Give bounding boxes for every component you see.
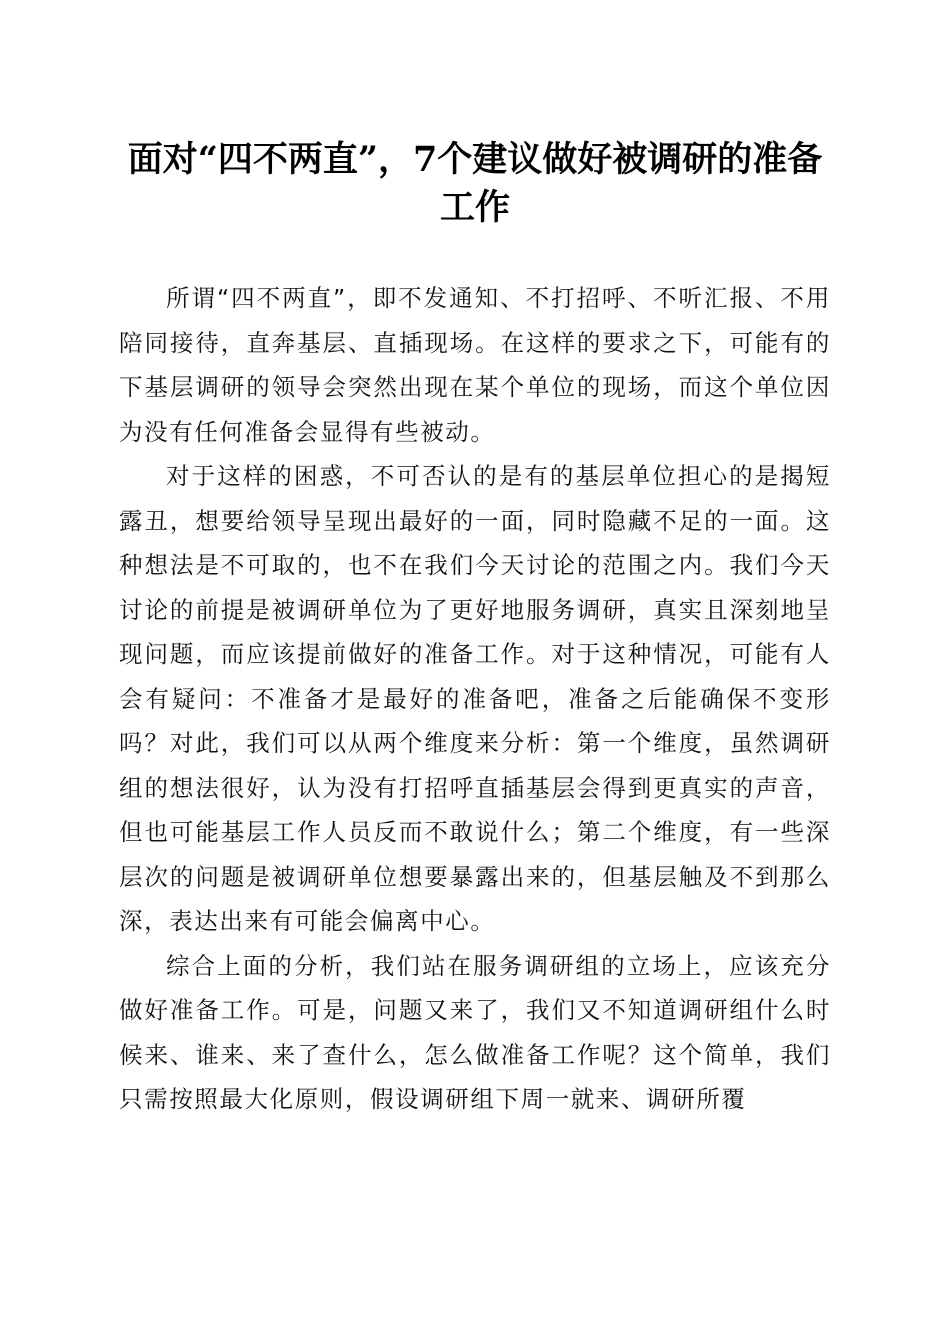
document-title: 面对“四不两直”，7个建议做好被调研的准备工作 — [127, 139, 823, 228]
document-body — [119, 276, 831, 1122]
paragraph-2: 对于这样的困惑，不可否认的是有的基层单位担心的是揭短露丑，想要给领导呈现出最好的一面，同时隐藏不足的一面。这种想法是不可取的，也不在我们今天讨论的范围之内。我们今天讨论的前提是被调研单位为了更好地服务调研，真实且深刻地呈现问题，而应该提前做好的准备工作。对于这种情况，可能有人会有疑问：不准备才是最好的准备吧，准备之后能确保不变形吗？对此，我们可以从两个维度来分析：第一个维度，虽然调研组的想法很好，认为没有打招呼直插基层会得到更真实的声音，但也可能基层工作人员反而不敢说什么；第二个维度，有一些深层次的问题是被调研单位想要暴露出来的，但基层触及不到那么深，表达出来有可能会偏离中心。 — [119, 462, 831, 935]
paragraph-1: 所谓“四不两直”，即不发通知、不打招呼、不听汇报、不用陪同接待，直奔基层、直插现场。在这样的要求之下，可能有的下基层调研的领导会突然出现在某个单位的现场，而这个单位因为没有任何准备会显得有些被动。 — [119, 284, 831, 446]
paragraph-3: 综合上面的分析，我们站在服务调研组的立场上，应该充分做好准备工作。可是，问题又来了，我们又不知道调研组什么时候来、谁来、来了查什么，怎么做准备工作呢？这个简单，我们只需按照最大化原则，假设调研组下周一就来、调研所覆 — [119, 951, 831, 1113]
